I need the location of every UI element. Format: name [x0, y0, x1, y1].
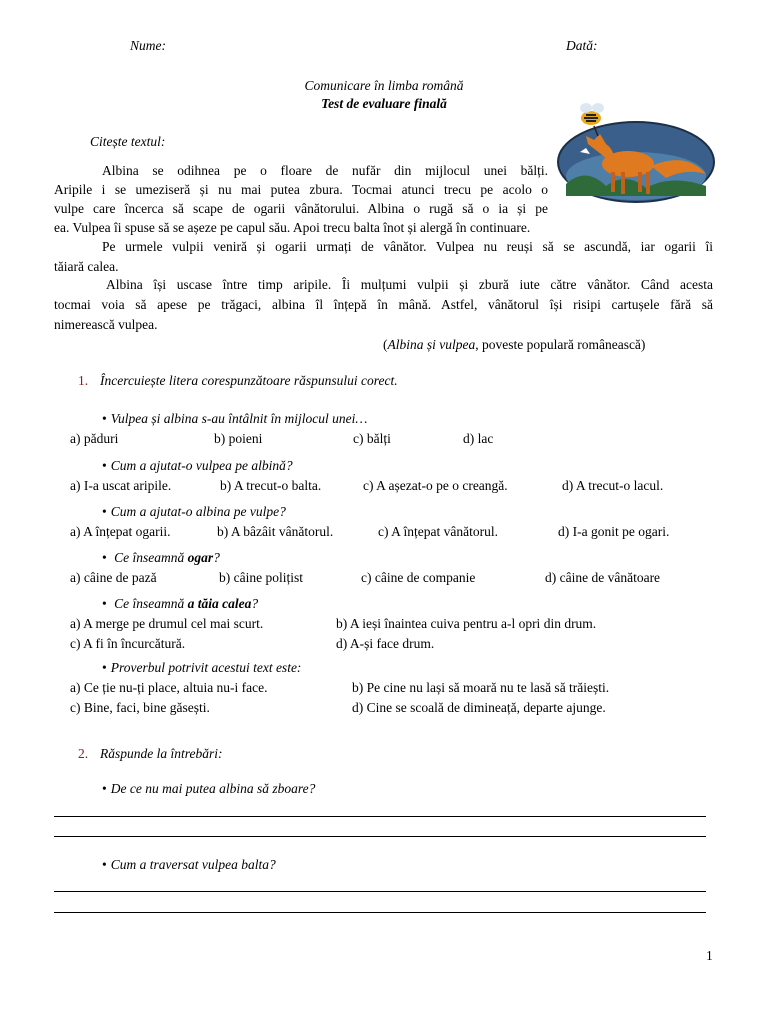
- q2-instruction: Răspunde la întrebări:: [100, 746, 223, 761]
- name-label: Nume:: [130, 38, 166, 53]
- q1-item-1-option-b[interactable]: b) poieni: [214, 431, 263, 446]
- reading-line-4: ea. Vulpea îi spuse să se așeze pe capul său. Apoi trecu balta înot și alergă în continuare.: [54, 220, 531, 235]
- reading-line-2: Aripile i se umeziseră și nu mai putea zbura. Tocmai atunci trecu pe acolo o: [54, 182, 548, 197]
- q1-item-2-option-d[interactable]: d) A trecut-o lacul.: [562, 478, 664, 493]
- q1-item-5-question: [102, 596, 258, 612]
- q1-item-4-post: ?: [213, 550, 220, 565]
- q1-item-2-question: • Cum a ajutat-o vulpea pe albină?: [102, 458, 293, 474]
- q1-item-4-option-b[interactable]: b) câine polițist: [219, 570, 303, 585]
- q2-number: 2.: [78, 746, 89, 761]
- q2-item-2-question: • Cum a traversat vulpea balta?: [102, 857, 276, 873]
- q1-item-6-option-d[interactable]: d) Cine se scoală de dimineață, departe ajunge.: [352, 700, 606, 715]
- q1-instruction: Încercuiește litera corespunzătoare răspunsului corect.: [100, 373, 398, 388]
- reading-line-5: Pe urmele vulpii veniră și ogarii urmați de vânător. Vulpea nu reuși să se ascundă, iar ogarii îi: [102, 239, 713, 254]
- q1-item-5-option-a[interactable]: a) A merge pe drumul cel mai scurt.: [70, 616, 264, 631]
- q1-item-3-question: • Cum a ajutat-o albina pe vulpe?: [102, 504, 286, 520]
- q1-item-4-question: [102, 550, 220, 566]
- reading-line-7: Albina își uscase între timp aripile. Îi mulțumi vulpii și zbură iute către vânător. Când acesta: [106, 277, 713, 292]
- reading-line-3: vulpe care încerca să scape de ogarii vânătorului. Albina o rugă să o ia și pe: [54, 201, 548, 216]
- q1-item-4-option-d[interactable]: d) câine de vânătoare: [545, 570, 661, 585]
- answer-line-1[interactable]: [54, 816, 706, 817]
- q1-item-1-option-c[interactable]: c) bălți: [353, 431, 391, 446]
- reading-line-9: nimerească vulpea.: [54, 317, 158, 332]
- q1-item-4-option-a[interactable]: a) câine de pază: [70, 570, 157, 585]
- reading-instruction: Citește textul:: [90, 134, 166, 149]
- q1-item-2-option-a[interactable]: a) I-a uscat aripile.: [70, 478, 172, 493]
- answer-line-3[interactable]: [54, 891, 706, 892]
- test-title: Test de evaluare finală: [321, 96, 447, 111]
- q1-item-4-option-c[interactable]: c) câine de companie: [361, 570, 476, 585]
- q1-item-2-option-b[interactable]: b) A trecut-o balta.: [220, 478, 322, 493]
- q1-item-6-option-b[interactable]: b) Pe cine nu lași să moară nu te lasă să trăiești.: [352, 680, 610, 695]
- page-number: 1: [706, 948, 713, 963]
- date-label: Dată:: [566, 38, 598, 53]
- reading-line-6: tăiară calea.: [54, 259, 119, 274]
- reading-line-1: Albina se odihnea pe o floare de nufăr din mijlocul unei bălți.: [102, 163, 548, 178]
- q1-item-2-option-c[interactable]: c) A așezat-o pe o creangă.: [363, 478, 508, 493]
- subject-title: Comunicare în limba română: [304, 78, 464, 93]
- answer-line-2[interactable]: [54, 836, 706, 837]
- q1-item-1-option-a[interactable]: a) păduri: [70, 431, 119, 446]
- q1-item-4-term: ogar: [187, 550, 214, 565]
- q1-item-3-option-b[interactable]: b) A bâzâit vânătorul.: [217, 524, 334, 539]
- q1-item-5-option-c[interactable]: c) A fi în încurcătură.: [70, 636, 186, 651]
- answer-line-4[interactable]: [54, 912, 706, 913]
- q1-item-5-option-b[interactable]: b) A ieși înaintea cuiva pentru a-l opri din drum.: [336, 616, 597, 631]
- source-title: Albina și vulpea: [387, 337, 476, 352]
- q1-item-3-option-d[interactable]: d) I-a gonit pe ogari.: [558, 524, 670, 539]
- reading-line-8: tocmai voia să apese pe trăgaci, albina îl înțepă în mână. Astfel, vânătorul își risipi cartușele fără să: [54, 297, 713, 312]
- q1-number: 1.: [78, 373, 89, 388]
- q1-item-6-option-c[interactable]: c) Bine, faci, bine găsești.: [70, 700, 210, 715]
- source-open: (: [383, 337, 388, 352]
- q1-item-5-term: a tăia calea: [187, 596, 252, 611]
- q1-item-1-option-d[interactable]: d) lac: [463, 431, 494, 446]
- source-rest: , poveste populară românească): [475, 337, 646, 352]
- q1-item-5-pre: Ce înseamnă: [114, 596, 188, 611]
- reading-source: [383, 337, 645, 353]
- q1-item-3-option-a[interactable]: a) A înțepat ogarii.: [70, 524, 171, 539]
- q1-item-1-question: • Vulpea și albina s-au întâlnit în mijlocul unei…: [102, 411, 367, 427]
- fox-with-bee-icon: [556, 96, 716, 206]
- q1-item-3-option-c[interactable]: c) A înțepat vânătorul.: [378, 524, 498, 539]
- q1-item-6-question: • Proverbul potrivit acestui text este:: [102, 660, 301, 676]
- q2-item-1-question: • De ce nu mai putea albina să zboare?: [102, 781, 315, 797]
- q1-item-5-option-d[interactable]: d) A-și face drum.: [336, 636, 435, 651]
- q1-item-4-pre: Ce înseamnă: [114, 550, 188, 565]
- q1-item-6-option-a[interactable]: a) Ce ție nu-ți place, altuia nu-i face.: [70, 680, 268, 695]
- q1-item-5-post: ?: [251, 596, 259, 611]
